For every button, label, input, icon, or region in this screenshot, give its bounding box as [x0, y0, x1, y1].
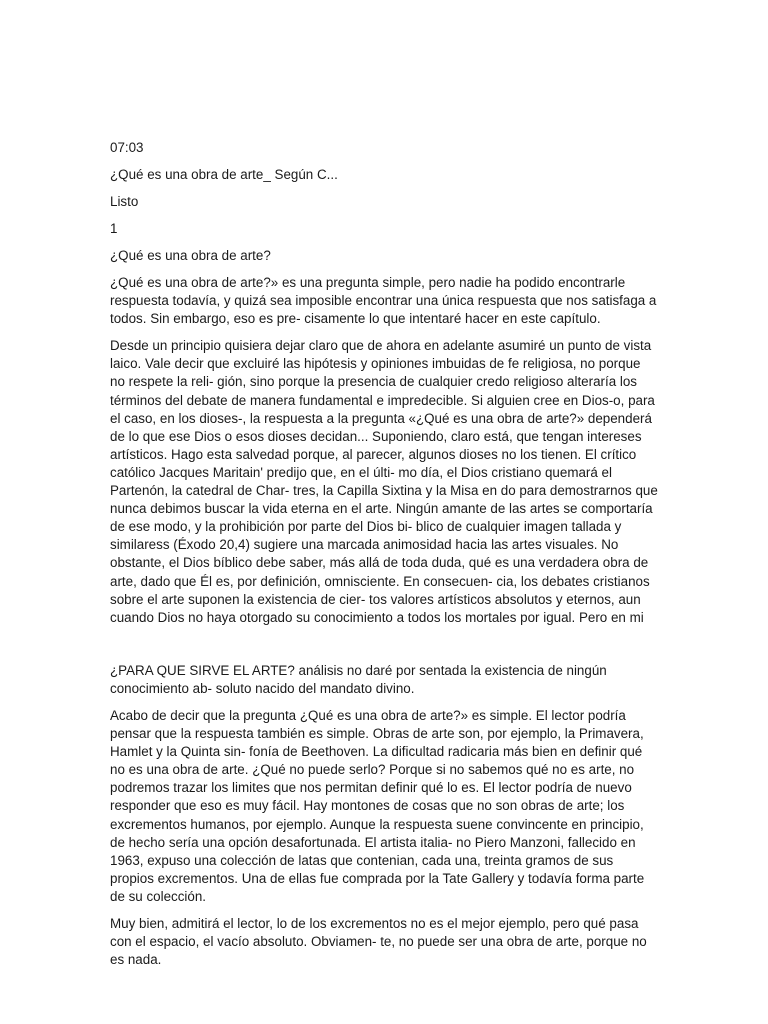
status-text: Listo: [110, 194, 139, 209]
paragraph: Desde un principio quisiera dejar claro que de ahora en adelante asumiré un punto de vista laico. Vale decir que excluiré las hipótesis y opiniones imbuidas de fe religiosa, no porque no respete la reli- gión, sino porque la presencia de cualquier credo religioso alteraría los términos del debate de manera fundamental e impredecible. Si alguien cree en Dios-o, para el caso, en los dioses-, la respuesta a la pregunta «¿Qué es una obra de arte?» dependerá de lo que ese Dios o esos dioses decidan... Suponiendo, claro está, que tengan intereses artísticos. Hago esta salvedad porque, al parecer, algunos dioses no los tienen. El crítico católico Jacques Maritain' predijo que, en el últi- mo día, el Dios cristiano quemará el Partenón, la catedral de Char- tres, la Capilla Sixtina y la Misa en do para demostrarnos que nunca debimos buscar la vida eterna en el arte. Ningún amante de las artes se comportaría de ese modo, y la prohibición por parte del Dios bi- blico de cualquier imagen tallada y similaress (Éxodo 20,4) sugiere una marcada animosidad hacia las artes visuales. No obstante, el Dios bíblico debe saber, más allá de toda duda, qué es una verdadera obra de arte, dado que Él es, por definición, omnisciente. En consecuen- cia, los debates cristianos sobre el arte suponen la existencia de cier- tos valores artísticos absolutos y eternos, aun cuando Dios no haya otorgado su conocimiento a todos los mortales por igual. Pero en mi: [110, 338, 658, 625]
file-title: ¿Qué es una obra de arte_ Según C...: [110, 167, 338, 182]
time-display: 07:03: [110, 140, 144, 155]
document-heading: ¿Qué es una obra de arte?: [110, 248, 271, 263]
paragraph: ¿PARA QUE SIRVE EL ARTE? análisis no daré por sentada la existencia de ningún conocimiento ab- soluto nacido del mandato divino.: [110, 662, 607, 696]
paragraph: Muy bien, admitirá el lector, lo de los excrementos no es el mejor ejemplo, pero qué pasa con el espacio, el vacío absoluto. Obviamen- te, no puede ser una obra de arte, porque no es nada.: [110, 916, 647, 968]
paragraph: ¿Qué es una obra de arte?» es una pregunta simple, pero nadie ha podido encontrarle respuesta todavía, y quizá sea imposible encontrar una única respuesta que nos satisfaga a todos. Sin embargo, eso es pre- cisamente lo que intentaré hacer en este capítulo.: [110, 275, 657, 327]
paragraph: Acabo de decir que la pregunta ¿Qué es una obra de arte?» es simple. El lector podría pensar que la respuesta también es simple. Obras de arte son, por ejemplo, la Primavera, Hamlet y la Quinta sin- fonía de Beethoven. La dificultad radicaria más bien en definir qué no es una obra de arte. ¿Qué no puede serlo? Porque si no sabemos qué no es arte, no podremos trazar los limites que nos permitan definir qué lo es. El lector podría de nuevo responder que eso es muy fácil. Hay montones de cosas que no son obras de arte; los excrementos humanos, por ejemplo. Aunque la respuesta suene convincente en principio, de hecho sería una opción desafortunada. El artista italia- no Piero Manzoni, fallecido en 1963, expuso una colección de latas que contenian, cada una, treinta gramos de sus propios excrementos. Una de ellas fue comprada por la Tate Gallery y todavía forma parte de su colección.: [110, 707, 645, 904]
page-number: 1: [110, 221, 118, 236]
page-break: [110, 636, 658, 662]
document-page: [110, 139, 658, 978]
